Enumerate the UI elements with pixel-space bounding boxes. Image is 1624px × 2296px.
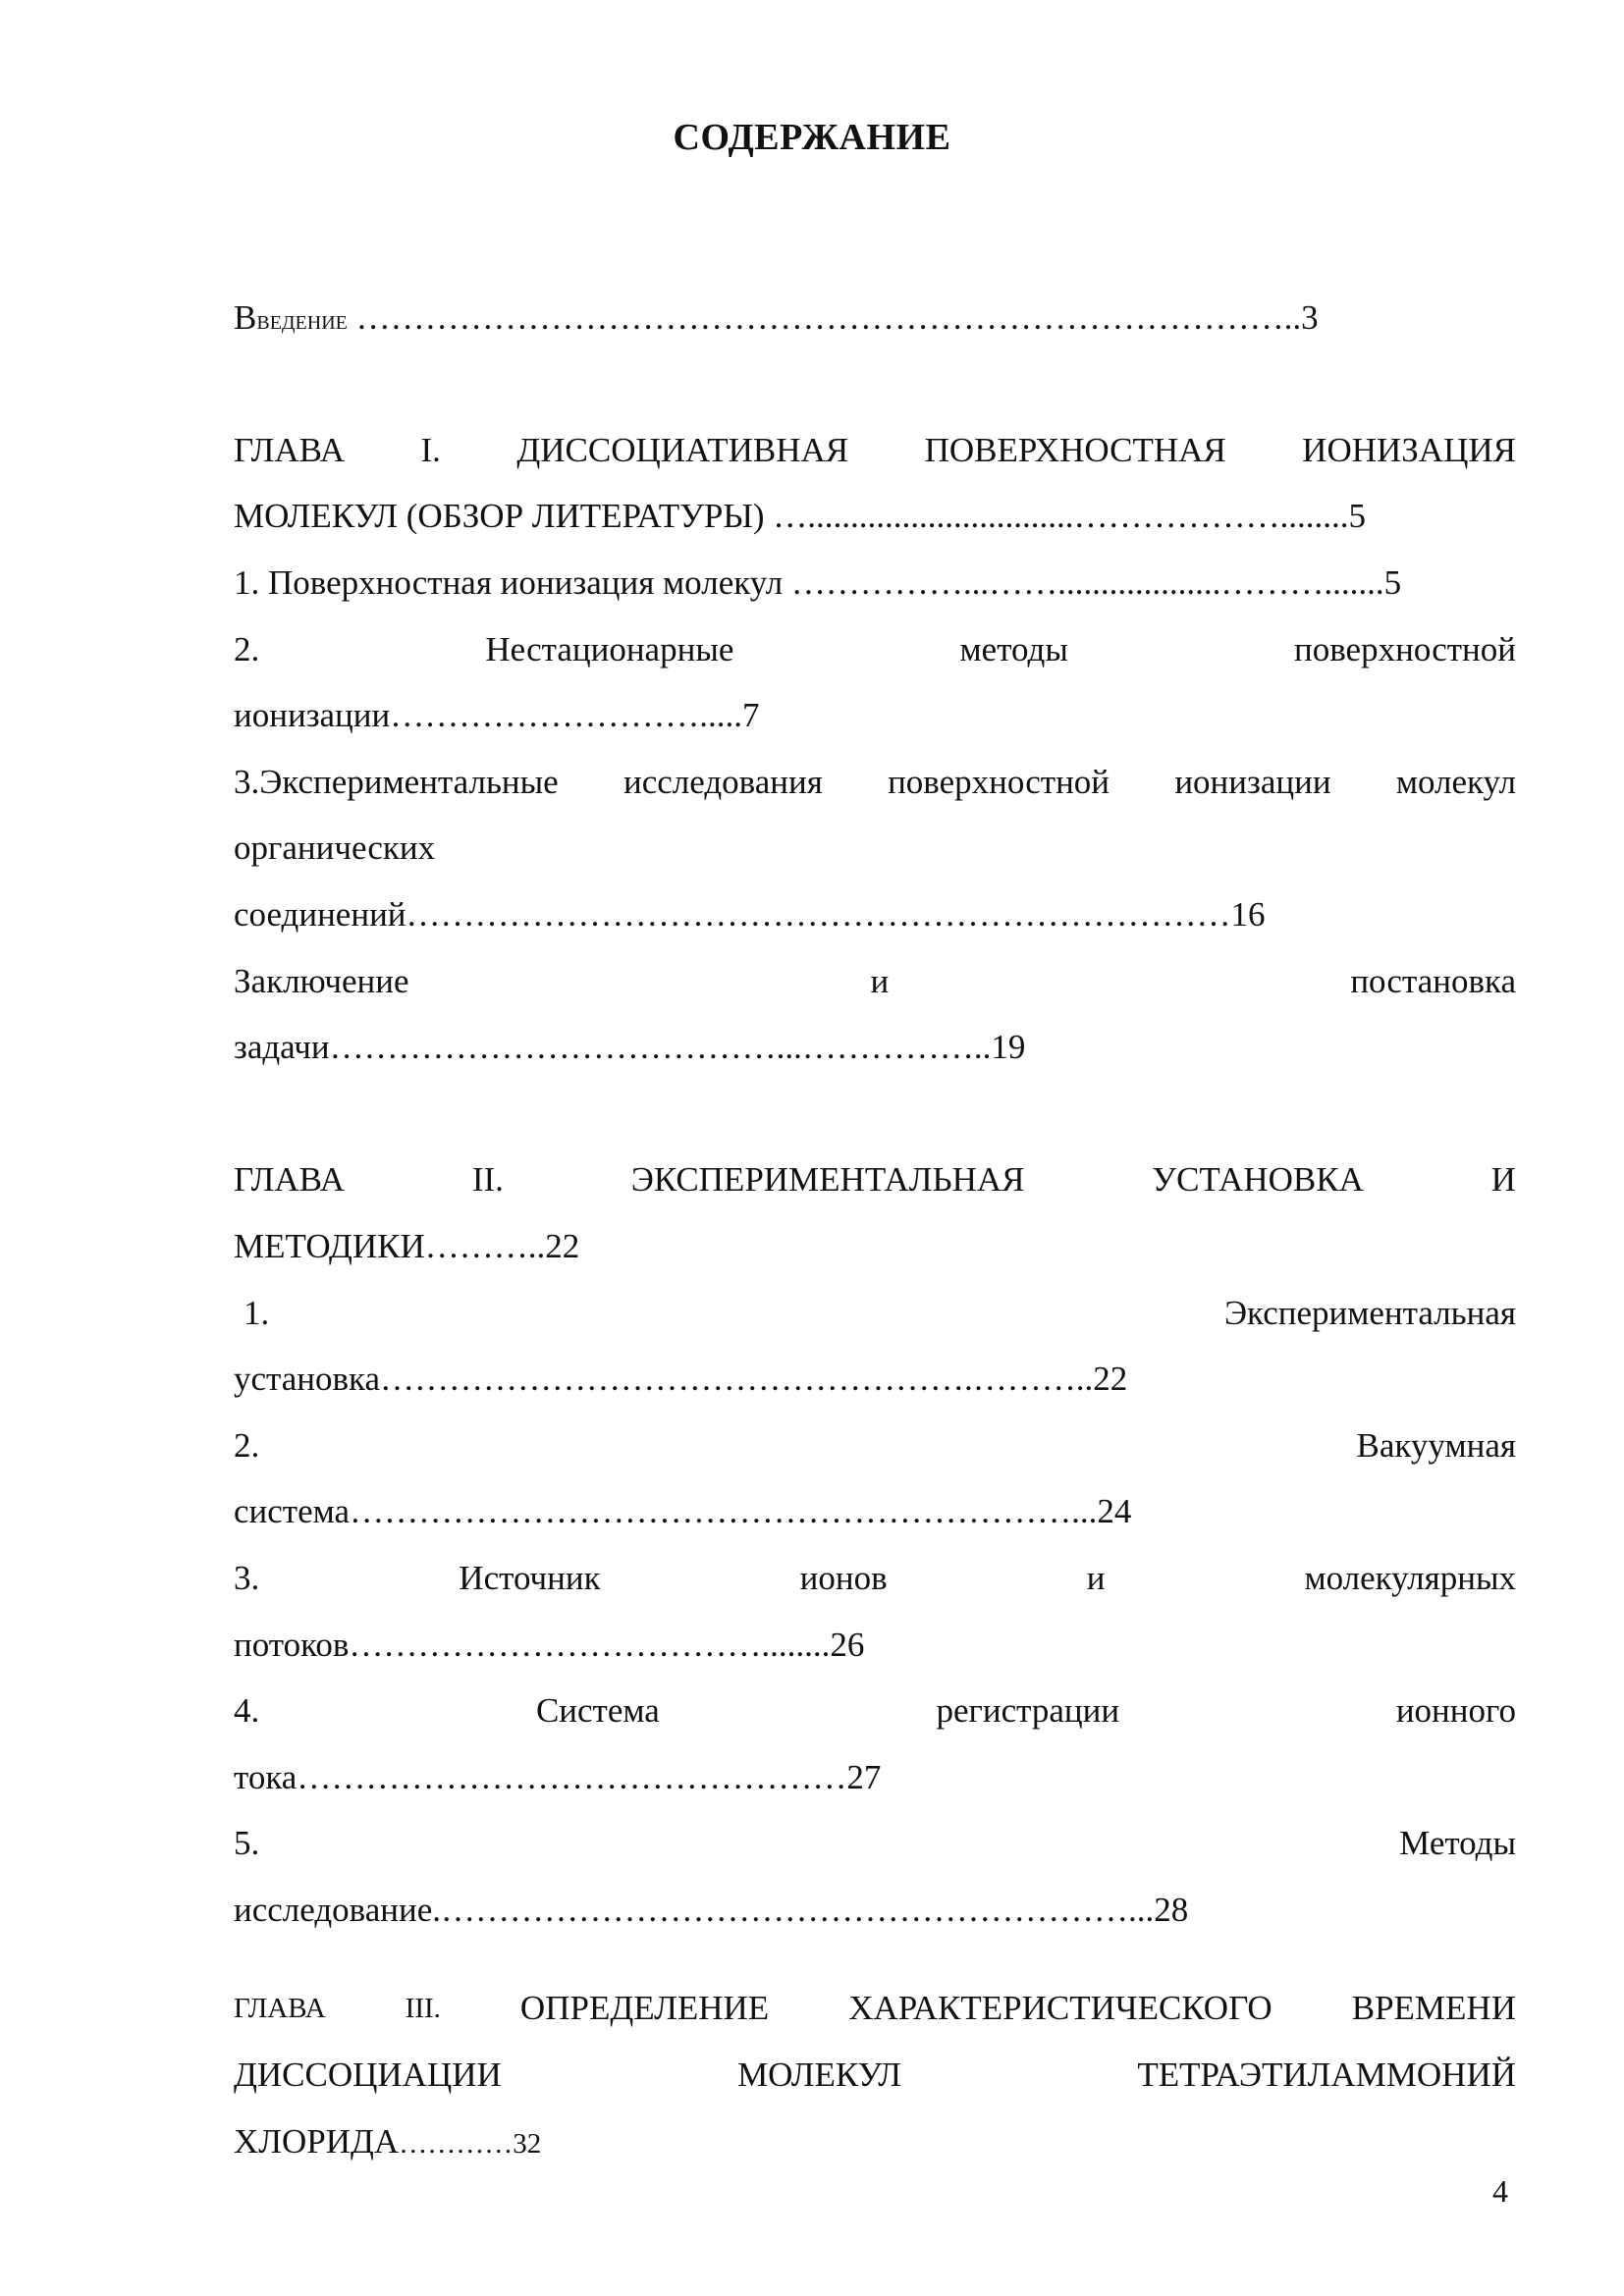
toc-ch1-conclusion-cont: задачи…………………………………...……………..19 bbox=[234, 1028, 1026, 1066]
toc-word: 2. bbox=[234, 1426, 260, 1465]
toc-ch2-section2-cont: система………………………………………………………...24 bbox=[234, 1492, 1132, 1530]
toc-word: Нестационарные bbox=[485, 630, 734, 668]
toc-word: ГЛАВА bbox=[234, 1993, 326, 2024]
toc-chapter1-word: ГЛАВА bbox=[234, 431, 346, 469]
toc-ch1-section3-cont: органических bbox=[234, 828, 436, 867]
toc-word: III. bbox=[405, 1993, 441, 2024]
toc-chapter3-heading bbox=[234, 1987, 1516, 2030]
toc-ch1-section2 bbox=[234, 628, 1516, 671]
toc-word: Источник bbox=[459, 1559, 601, 1597]
page-number: 4 bbox=[1492, 2173, 1508, 2209]
toc-word: ионизации bbox=[1174, 763, 1331, 801]
toc-chapter1-heading-cont: МОЛЕКУЛ (ОБЗОР ЛИТЕРАТУРЫ) …...............................………………........5 bbox=[234, 497, 1367, 535]
toc-ch1-section1: 1. Поверхностная ионизация молекул ……………...……...................……….......5 bbox=[234, 563, 1402, 602]
toc-ch1-conclusion bbox=[234, 960, 1516, 1003]
toc-word: исследования bbox=[623, 763, 823, 801]
toc-word: 2. bbox=[234, 630, 260, 668]
toc-leader: …………32 bbox=[399, 2128, 542, 2160]
toc-ch1-section3 bbox=[234, 761, 1516, 804]
toc-word: 5. bbox=[234, 1824, 260, 1862]
toc-word: постановка bbox=[1350, 962, 1516, 1000]
toc-chapter3-heading-cont2 bbox=[234, 2120, 1516, 2165]
toc-word: ионов bbox=[799, 1559, 888, 1597]
toc-word: МОЛЕКУЛ bbox=[737, 2056, 902, 2094]
toc-word: молекул bbox=[1395, 763, 1516, 801]
toc-word: 3.Экспериментальные bbox=[234, 763, 559, 801]
toc-chapter1-word: I. bbox=[420, 431, 441, 469]
toc-word: ионного bbox=[1395, 1691, 1516, 1730]
toc-ch2-section3 bbox=[234, 1557, 1516, 1600]
toc-ch1-section2-cont: ионизации……………………….....7 bbox=[234, 696, 760, 734]
toc-word: Вакуумная bbox=[1356, 1426, 1516, 1465]
toc-ch2-section2 bbox=[234, 1424, 1516, 1468]
toc-chapter1-heading bbox=[234, 429, 1516, 472]
toc-word: методы bbox=[959, 630, 1068, 668]
toc-word: ГЛАВА bbox=[234, 1160, 346, 1199]
toc-ch2-section1 bbox=[234, 1292, 1516, 1335]
toc-word: Заключение bbox=[234, 962, 409, 1000]
toc-word: молекулярных bbox=[1304, 1559, 1516, 1597]
toc-word: УСТАНОВКА bbox=[1152, 1160, 1364, 1199]
toc-word: поверхностной bbox=[1294, 630, 1516, 668]
toc-word: И bbox=[1490, 1160, 1516, 1199]
toc-ch2-section3-cont: потоков………………………………........26 bbox=[234, 1626, 865, 1664]
toc-chapter1-word: ИОНИЗАЦИЯ bbox=[1302, 431, 1516, 469]
toc-chapter3-heading-cont bbox=[234, 2054, 1516, 2097]
toc-word: регистрации bbox=[936, 1691, 1120, 1730]
toc-intro-head: В bbox=[234, 298, 257, 337]
toc-word: Экспериментальная bbox=[1223, 1294, 1516, 1332]
toc-chapter2-heading-cont: МЕТОДИКИ………..22 bbox=[234, 1227, 580, 1265]
toc-ch2-section5 bbox=[234, 1822, 1516, 1865]
toc-chapter1-word: ДИССОЦИАТИВНАЯ bbox=[516, 431, 849, 469]
toc-word: Методы bbox=[1399, 1824, 1516, 1862]
page-title: СОДЕРЖАНИЕ bbox=[673, 117, 951, 158]
toc-ch2-section5-cont: исследование.……………………………………………………...28 bbox=[234, 1891, 1189, 1929]
toc-intro-rest: ведение bbox=[256, 304, 348, 336]
toc-word: поверхностной bbox=[888, 763, 1110, 801]
toc-word: ТЕТРАЭТИЛАММОНИЙ bbox=[1137, 2056, 1516, 2094]
toc-chapter1-word: ПОВЕРХНОСТНАЯ bbox=[924, 431, 1226, 469]
toc-word: ХЛОРИДА bbox=[234, 2122, 400, 2161]
toc-word: 1. bbox=[244, 1294, 270, 1332]
toc-word: II. bbox=[471, 1160, 504, 1199]
toc-ch2-section1-cont: установка…………………………………………….………..22 bbox=[234, 1360, 1128, 1398]
toc-word: и bbox=[1086, 1559, 1106, 1597]
toc-intro-leader: ………………………………………………………………………..3 bbox=[347, 298, 1319, 337]
toc-intro bbox=[234, 296, 1516, 342]
toc-ch2-section4-cont: тока…………………………………………27 bbox=[234, 1758, 882, 1796]
toc-word: ХАРАКТЕРИСТИЧЕСКОГО bbox=[848, 1989, 1272, 2027]
toc-ch1-section3-cont2: соединений………………………………………………………………16 bbox=[234, 895, 1266, 934]
toc-word: 4. bbox=[234, 1691, 260, 1730]
toc-word: и bbox=[870, 962, 890, 1000]
toc-word: ВРЕМЕНИ bbox=[1351, 1989, 1516, 2027]
toc-word: ЭКСПЕРИМЕНТАЛЬНАЯ bbox=[630, 1160, 1025, 1199]
toc-ch2-section4 bbox=[234, 1689, 1516, 1733]
toc-chapter2-heading bbox=[234, 1158, 1516, 1201]
toc-word: ДИССОЦИАЦИИ bbox=[234, 2056, 502, 2094]
toc-word: 3. bbox=[234, 1559, 260, 1597]
toc-word: Система bbox=[535, 1691, 660, 1730]
toc-word: ОПРЕДЕЛЕНИЕ bbox=[519, 1989, 770, 2027]
